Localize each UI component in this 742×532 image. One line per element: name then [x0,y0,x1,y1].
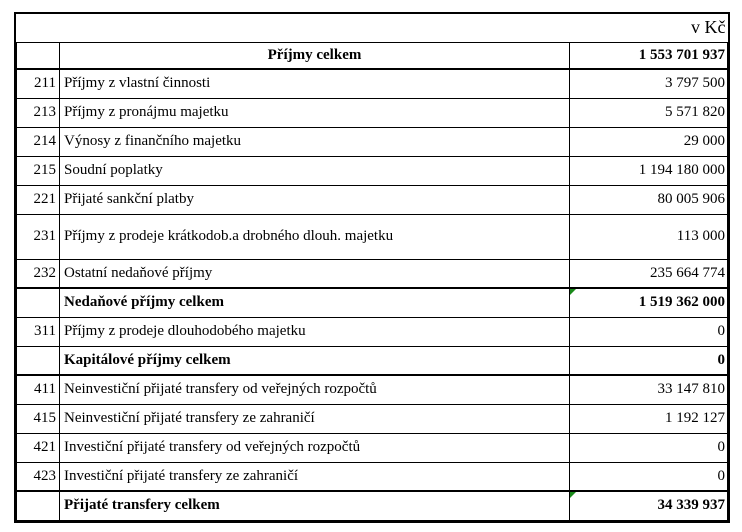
row-label: Soudní poplatky [60,156,570,185]
subtotal-row-transfers [17,491,728,520]
header-row [17,42,728,69]
subtotal-code-cell [17,346,60,375]
table-row [17,156,728,185]
row-code: 214 [17,127,60,156]
row-value: 29 000 [570,127,728,156]
row-value: 80 005 906 [570,185,728,214]
subtotal-code-cell [17,491,60,520]
subtotal-label: Přijaté transfery celkem [60,491,570,520]
row-code: 215 [17,156,60,185]
table-row [17,433,728,462]
row-label: Ostatní nedaňové příjmy [60,259,570,288]
row-code: 231 [17,214,60,259]
subtotal-row-capital [17,346,728,375]
table-row [17,462,728,491]
row-value: 1 194 180 000 [570,156,728,185]
subtotal-row-nontax [17,288,728,317]
subtotal-value: 34 339 937 [570,491,728,520]
subtotal-code-cell [17,288,60,317]
table-row [17,69,728,98]
header-code-cell [17,42,60,69]
row-label: Investiční přijaté transfery od veřejných rozpočtů [60,433,570,462]
row-code: 421 [17,433,60,462]
row-code: 211 [17,69,60,98]
row-label: Příjmy z prodeje krátkodob.a drobného dlouh. majetku [60,214,570,259]
unit-row [17,14,728,42]
revenue-table [16,14,728,521]
row-value: 5 571 820 [570,98,728,127]
row-code: 311 [17,317,60,346]
row-value: 33 147 810 [570,375,728,404]
table-row [17,259,728,288]
revenue-table-sheet [14,12,730,523]
row-label: Neinvestiční přijaté transfery ze zahraničí [60,404,570,433]
row-value: 235 664 774 [570,259,728,288]
subtotal-label: Nedaňové příjmy celkem [60,288,570,317]
table-row [17,185,728,214]
row-value: 0 [570,462,728,491]
row-code: 411 [17,375,60,404]
table-row [17,98,728,127]
row-value: 1 192 127 [570,404,728,433]
row-value: 3 797 500 [570,69,728,98]
table-row [17,317,728,346]
unit-label: v Kč [17,14,728,42]
row-label: Investiční přijaté transfery ze zahraničí [60,462,570,491]
subtotal-value: 0 [570,346,728,375]
table-row [17,127,728,156]
header-title: Příjmy celkem [60,42,570,69]
row-label: Neinvestiční přijaté transfery od veřejných rozpočtů [60,375,570,404]
row-value: 0 [570,317,728,346]
row-value: 0 [570,433,728,462]
row-code: 232 [17,259,60,288]
row-code: 221 [17,185,60,214]
subtotal-label: Kapitálové příjmy celkem [60,346,570,375]
row-label: Příjmy z vlastní činnosti [60,69,570,98]
subtotal-value: 1 519 362 000 [570,288,728,317]
row-code: 423 [17,462,60,491]
header-total: 1 553 701 937 [570,42,728,69]
row-label: Výnosy z finančního majetku [60,127,570,156]
table-row [17,214,728,259]
row-label: Příjmy z pronájmu majetku [60,98,570,127]
row-value: 113 000 [570,214,728,259]
row-label: Příjmy z prodeje dlouhodobého majetku [60,317,570,346]
row-label: Přijaté sankční platby [60,185,570,214]
row-code: 213 [17,98,60,127]
row-code: 415 [17,404,60,433]
table-row [17,375,728,404]
table-row [17,404,728,433]
